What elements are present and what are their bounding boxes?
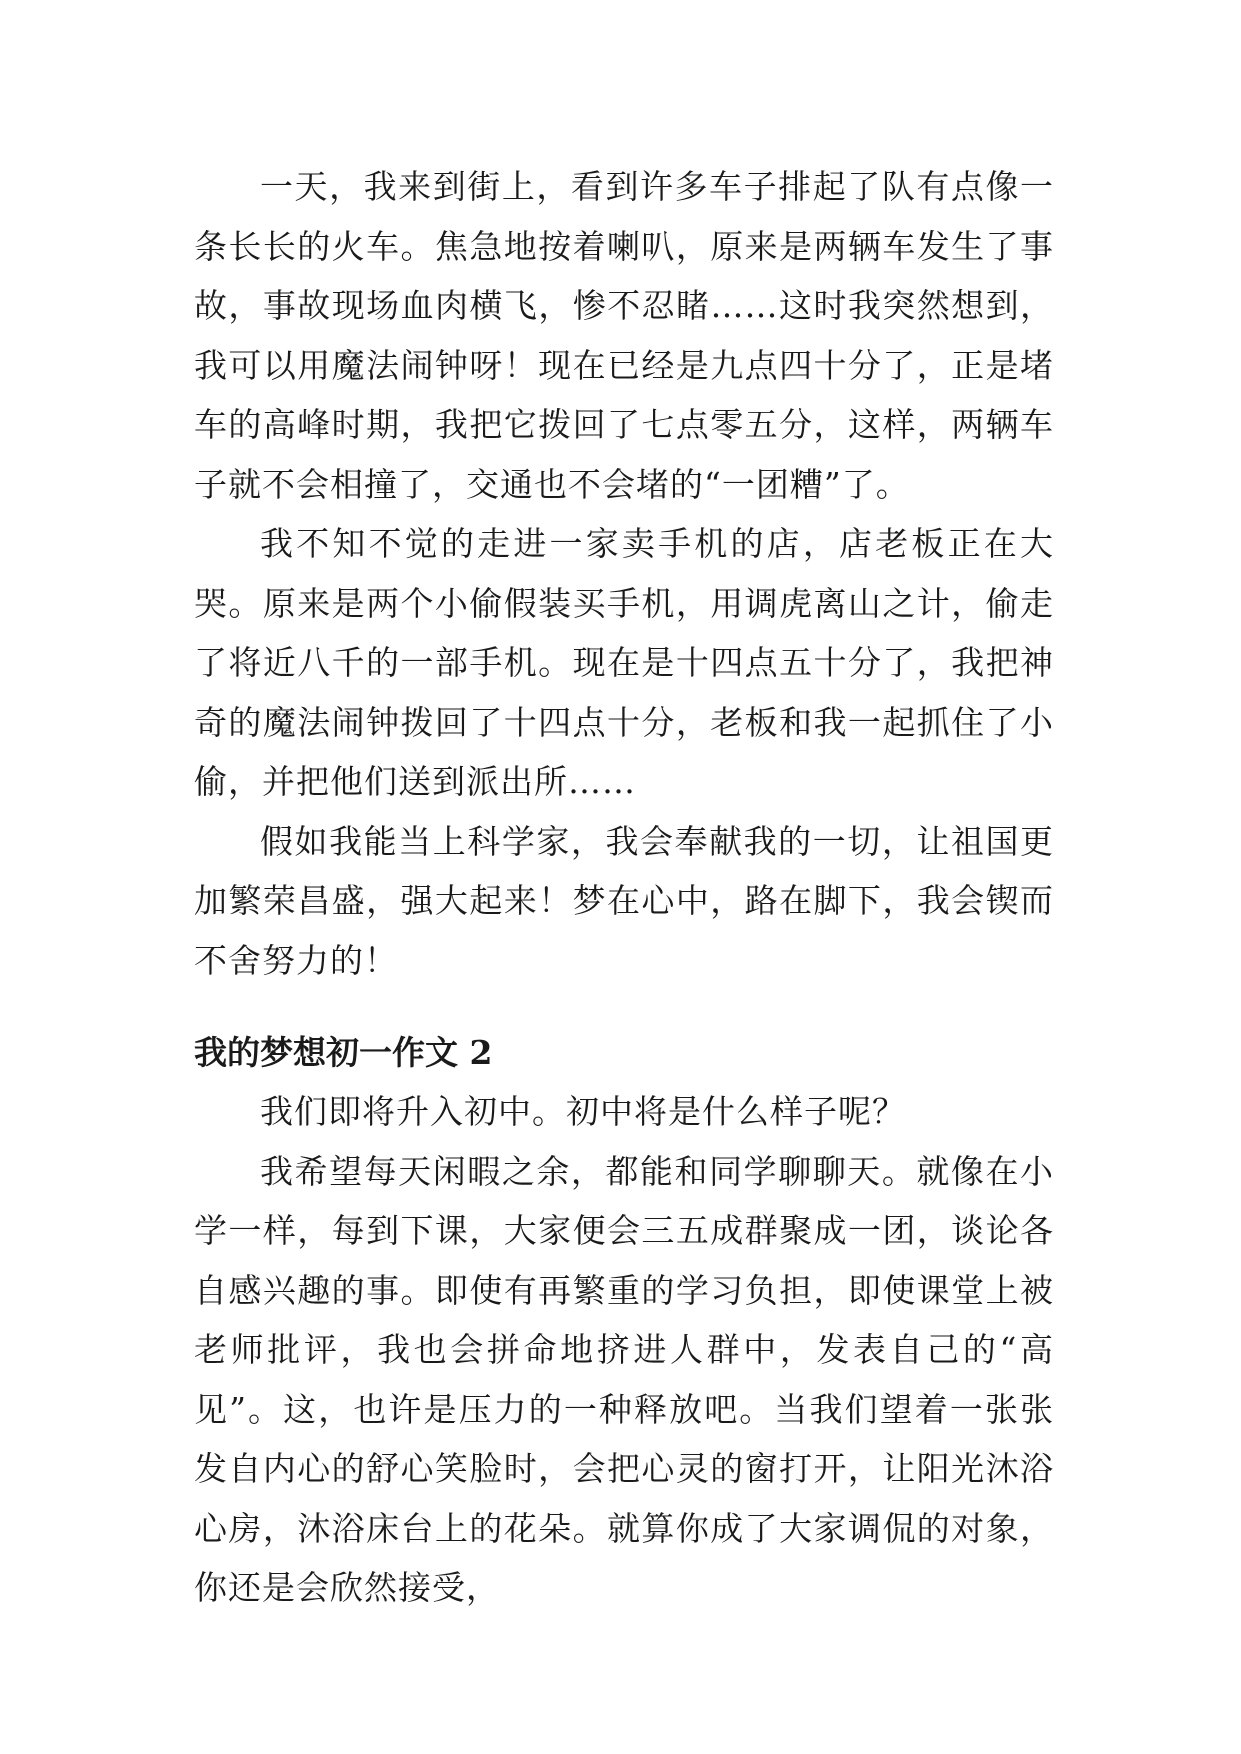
paragraph-chatting-with-classmates: 我希望每天闲暇之余，都能和同学聊聊天。就像在小学一样，每到下课，大家便会三五成群聚成一团，谈论各自感兴趣的事。即使有再繁重的学习负担，即使课堂上被老师批评，我也会拼命地挤进人群中，发表自己的“高见”。这，也许是压力的一种释放吧。当我们望着一张张发自内心的舒心笑脸时，会把心灵的窗打开，让阳光沐浴心房，沐浴床台上的花朵。就算你成了大家调侃的对象，你还是会欣然接受， <box>194 1151 1054 1607</box>
essay-body-part-2 <box>194 1082 1054 1618</box>
essay-title-2: 我的梦想初一作文 2 <box>194 1033 493 1072</box>
paragraph-scientist-dream: 假如我能当上科学家，我会奉献我的一切，让祖国更加繁荣昌盛，强大起来！梦在心中，路在脚下，我会锲而不舍努力的！ <box>194 821 1054 980</box>
paragraph-phone-store: 我不知不觉的走进一家卖手机的店，店老板正在大哭。原来是两个小偷假装买手机，用调虎离山之计，偷走了将近八千的一部手机。现在是十四点五十分了，我把神奇的魔法闹钟拨回了十四点十分，老板和我一起抓住了小偷，并把他们送到派出所…… <box>194 524 1054 801</box>
paragraph-entering-junior-high: 我们即将升入初中。初中将是什么样子呢？ <box>260 1092 906 1131</box>
essay-body-part-1 <box>194 157 1054 990</box>
paragraph-traffic-accident: 一天，我来到街上，看到许多车子排起了队有点像一条长长的火车。焦急地按着喇叭，原来是两辆车发生了事故，事故现场血肉横飞，惨不忍睹……这时我突然想到，我可以用魔法闹钟呀！现在已经是九点四十分了，正是堵车的高峰时期，我把它拨回了七点零五分，这样，两辆车子就不会相撞了，交通也不会堵的“一团糟”了。 <box>194 167 1054 504</box>
